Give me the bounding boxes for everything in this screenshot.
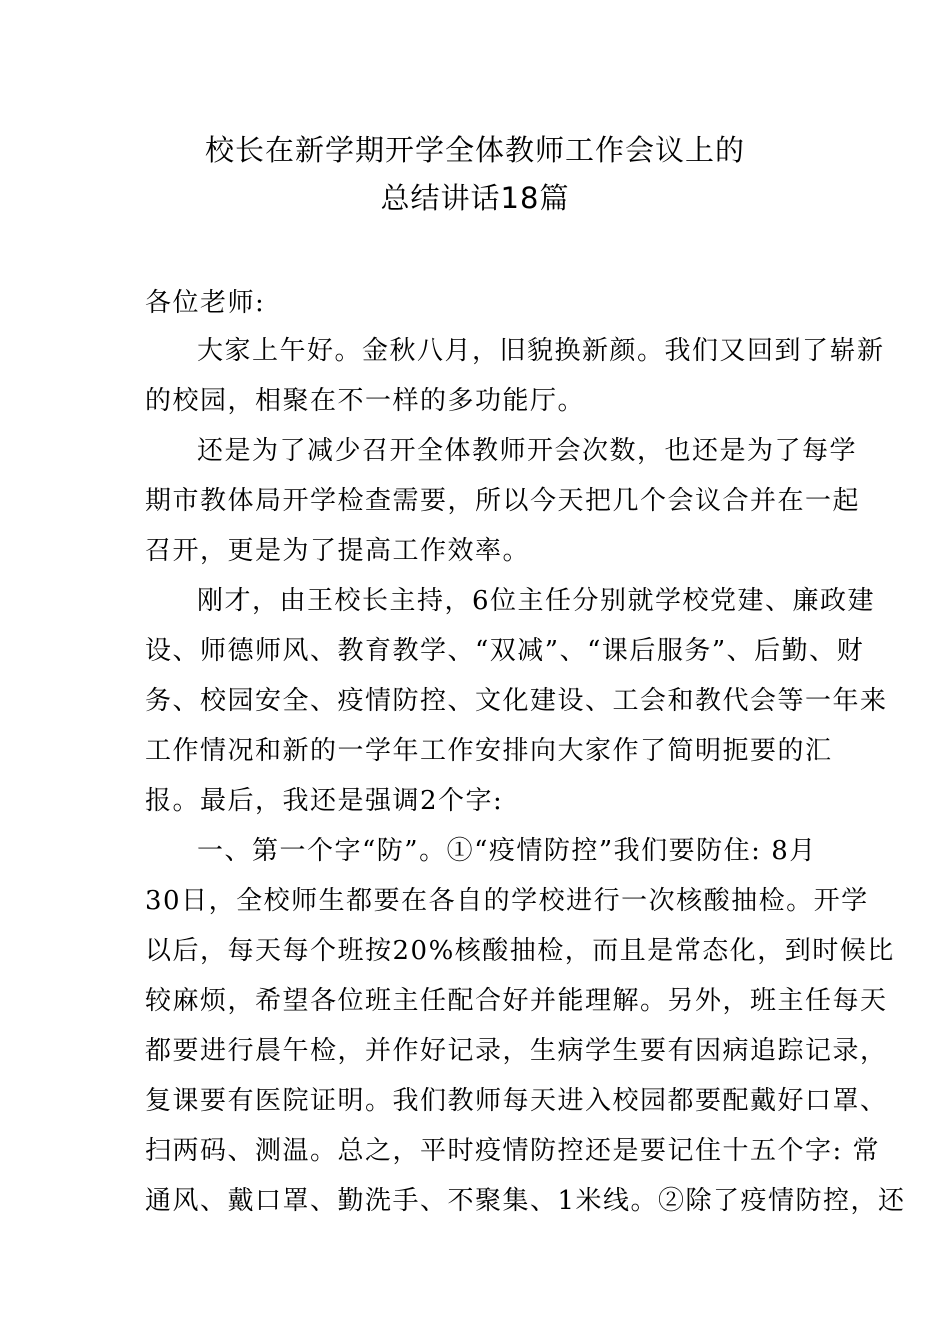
text-line: 一、第一个字“防”。①“疫情防控”我们要防住: 8月 <box>197 836 817 866</box>
text-line: 期市教体局开学检查需要，所以今天把几个会议合并在一起 <box>145 486 861 516</box>
text-line: 设、师德师风、教育教学、“双减”、“课后服务”、后勤、财 <box>145 636 865 666</box>
text-line: 报。最后，我还是强调2个字: <box>145 786 504 816</box>
text-line: 通风、戴口罩、勤洗手、不聚集、1米线。②除了疫情防控，还 <box>145 1186 906 1216</box>
salutation-text: 各位老师: <box>145 288 266 318</box>
text-line: 复课要有医院证明。我们教师每天进入校园都要配戴好口罩、 <box>145 1086 888 1116</box>
text-line: 大家上午好。金秋八月，旧貌换新颜。我们又回到了崭新 <box>197 336 885 366</box>
text-line: 工作情况和新的一学年工作安排向大家作了简明扼要的汇 <box>145 736 833 766</box>
document-title-line-2: 总结讲话18篇 <box>380 181 570 215</box>
text-line: 务、校园安全、疫情防控、文化建设、工会和教代会等一年来 <box>145 686 888 716</box>
text-line: 召开，更是为了提高工作效率。 <box>145 536 531 566</box>
text-line: 还是为了减少召开全体教师开会次数，也还是为了每学 <box>197 436 858 466</box>
document-title-line-1: 校长在新学期开学全体教师工作会议上的 <box>204 133 745 167</box>
text-line: 都要进行晨午检，并作好记录，生病学生要有因病追踪记录， <box>145 1036 888 1066</box>
text-line: 较麻烦，希望各位班主任配合好并能理解。另外，班主任每天 <box>145 986 888 1016</box>
text-line: 30日，全校师生都要在各自的学校进行一次核酸抽检。开学 <box>145 886 869 916</box>
salutation <box>145 278 810 328</box>
text-line: 以后，每天每个班按20%核酸抽检，而且是常态化，到时候比 <box>145 936 895 966</box>
text-line: 刚才，由王校长主持，6位主任分别就学校党建、廉政建 <box>197 586 876 616</box>
text-line: 的校园，相聚在不一样的多功能厅。 <box>145 386 586 416</box>
text-line: 扫两码、测温。总之，平时疫情防控还是要记住十五个字: 常 <box>145 1136 881 1166</box>
document-body <box>145 326 906 1226</box>
